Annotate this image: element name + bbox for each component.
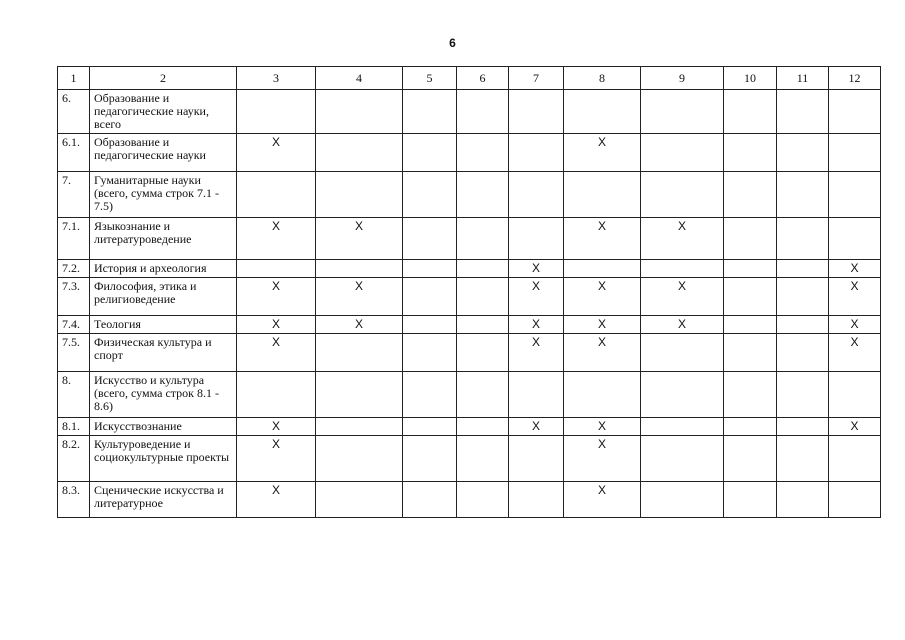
row-code: 7. [58,172,90,218]
mark-cell-col-4 [316,134,403,172]
mark-cell-col-11 [777,90,829,134]
row-name: Искусство и культура (всего, сумма строк 8.1 - 8.6) [90,372,237,418]
mark-cell-col-10 [724,260,777,278]
mark-cell-col-12 [829,482,881,518]
table-row [58,134,881,172]
mark-cell-col-10 [724,316,777,334]
mark-cell-col-7 [509,436,564,482]
column-header-1: 1 [58,67,90,90]
mark-cell-col-5 [403,218,457,260]
table-row [58,90,881,134]
column-header-10: 10 [724,67,777,90]
mark-cell-col-8 [564,372,641,418]
mark-cell-col-10 [724,372,777,418]
row-name: Образование и педагогические науки, всего [90,90,237,134]
column-header-3: 3 [237,67,316,90]
table-row [58,172,881,218]
row-code: 6. [58,90,90,134]
mark-cell-col-9 [641,260,724,278]
mark-cell-col-11 [777,172,829,218]
mark-cell-col-10 [724,482,777,518]
mark-cell-col-5 [403,436,457,482]
mark-cell-col-7 [509,134,564,172]
table-row [58,372,881,418]
mark-cell-col-6 [457,316,509,334]
mark-cell-col-9: X [641,218,724,260]
mark-cell-col-9 [641,436,724,482]
row-name: Образование и педагогические науки [90,134,237,172]
mark-cell-col-6 [457,436,509,482]
mark-cell-col-4 [316,372,403,418]
mark-cell-col-4 [316,334,403,372]
mark-cell-col-8: X [564,316,641,334]
mark-cell-col-4: X [316,278,403,316]
mark-cell-col-7: X [509,260,564,278]
mark-cell-col-9 [641,334,724,372]
mark-cell-col-10 [724,436,777,482]
row-name: Искусствознание [90,418,237,436]
mark-cell-col-3 [237,372,316,418]
row-code: 7.1. [58,218,90,260]
classification-table [57,66,881,518]
column-header-7: 7 [509,67,564,90]
row-name: Философия, этика и религиоведение [90,278,237,316]
mark-cell-col-7 [509,372,564,418]
page-number: 6 [449,36,456,50]
mark-cell-col-12: X [829,278,881,316]
mark-cell-col-5 [403,260,457,278]
mark-cell-col-10 [724,334,777,372]
row-name: Сценические искусства и литературное [90,482,237,518]
mark-cell-col-3: X [237,482,316,518]
mark-cell-col-10 [724,90,777,134]
mark-cell-col-9 [641,172,724,218]
mark-cell-col-12: X [829,260,881,278]
mark-cell-col-12 [829,372,881,418]
mark-cell-col-5 [403,334,457,372]
mark-cell-col-12 [829,90,881,134]
mark-cell-col-3: X [237,316,316,334]
row-code: 8.1. [58,418,90,436]
mark-cell-col-9 [641,372,724,418]
mark-cell-col-12 [829,172,881,218]
mark-cell-col-3: X [237,334,316,372]
mark-cell-col-6 [457,482,509,518]
row-code: 8. [58,372,90,418]
mark-cell-col-4 [316,418,403,436]
mark-cell-col-11 [777,260,829,278]
mark-cell-col-6 [457,172,509,218]
row-code: 7.5. [58,334,90,372]
mark-cell-col-6 [457,90,509,134]
header-row [58,67,881,90]
mark-cell-col-11 [777,372,829,418]
mark-cell-col-3: X [237,278,316,316]
mark-cell-col-3: X [237,436,316,482]
mark-cell-col-3: X [237,134,316,172]
mark-cell-col-12 [829,436,881,482]
mark-cell-col-11 [777,316,829,334]
mark-cell-col-12 [829,218,881,260]
row-code: 7.4. [58,316,90,334]
mark-cell-col-9 [641,482,724,518]
column-header-11: 11 [777,67,829,90]
mark-cell-col-8: X [564,218,641,260]
mark-cell-col-11 [777,218,829,260]
row-code: 8.3. [58,482,90,518]
mark-cell-col-11 [777,134,829,172]
row-name: Физическая культура и спорт [90,334,237,372]
row-code: 7.3. [58,278,90,316]
mark-cell-col-5 [403,372,457,418]
mark-cell-col-11 [777,278,829,316]
mark-cell-col-9 [641,90,724,134]
row-name: Гуманитарные науки (всего, сумма строк 7.1 - 7.5) [90,172,237,218]
mark-cell-col-12: X [829,418,881,436]
mark-cell-col-12: X [829,334,881,372]
row-name: Культуроведение и социокультурные проекты [90,436,237,482]
mark-cell-col-11 [777,436,829,482]
column-header-8: 8 [564,67,641,90]
row-name: Языкознание и литературоведение [90,218,237,260]
mark-cell-col-5 [403,134,457,172]
column-header-5: 5 [403,67,457,90]
column-header-2: 2 [90,67,237,90]
mark-cell-col-4 [316,172,403,218]
mark-cell-col-7 [509,482,564,518]
mark-cell-col-3 [237,90,316,134]
mark-cell-col-7: X [509,418,564,436]
mark-cell-col-9: X [641,316,724,334]
column-header-4: 4 [316,67,403,90]
mark-cell-col-6 [457,218,509,260]
mark-cell-col-7: X [509,316,564,334]
mark-cell-col-4 [316,436,403,482]
mark-cell-col-8: X [564,418,641,436]
mark-cell-col-7 [509,172,564,218]
mark-cell-col-3: X [237,218,316,260]
table-row [58,418,881,436]
mark-cell-col-6 [457,372,509,418]
mark-cell-col-10 [724,278,777,316]
mark-cell-col-11 [777,482,829,518]
mark-cell-col-8: X [564,334,641,372]
mark-cell-col-6 [457,260,509,278]
mark-cell-col-9 [641,134,724,172]
column-header-12: 12 [829,67,881,90]
mark-cell-col-4 [316,90,403,134]
row-code: 8.2. [58,436,90,482]
table-row [58,278,881,316]
row-name: История и археология [90,260,237,278]
mark-cell-col-4: X [316,218,403,260]
mark-cell-col-6 [457,418,509,436]
mark-cell-col-5 [403,482,457,518]
table-row [58,218,881,260]
mark-cell-col-10 [724,134,777,172]
column-header-6: 6 [457,67,509,90]
mark-cell-col-6 [457,134,509,172]
mark-cell-col-6 [457,278,509,316]
mark-cell-col-10 [724,418,777,436]
mark-cell-col-4: X [316,316,403,334]
mark-cell-col-5 [403,90,457,134]
mark-cell-col-5 [403,278,457,316]
row-name: Теология [90,316,237,334]
mark-cell-col-11 [777,334,829,372]
table-row [58,334,881,372]
mark-cell-col-5 [403,172,457,218]
mark-cell-col-8: X [564,278,641,316]
mark-cell-col-7: X [509,334,564,372]
mark-cell-col-8: X [564,482,641,518]
table-row [58,260,881,278]
mark-cell-col-7: X [509,278,564,316]
mark-cell-col-12 [829,134,881,172]
mark-cell-col-10 [724,218,777,260]
mark-cell-col-4 [316,260,403,278]
table-row [58,482,881,518]
table-row [58,436,881,482]
mark-cell-col-4 [316,482,403,518]
mark-cell-col-9 [641,418,724,436]
mark-cell-col-9: X [641,278,724,316]
mark-cell-col-12: X [829,316,881,334]
mark-cell-col-8 [564,172,641,218]
row-code: 7.2. [58,260,90,278]
mark-cell-col-5 [403,418,457,436]
column-header-9: 9 [641,67,724,90]
mark-cell-col-3 [237,260,316,278]
mark-cell-col-8 [564,260,641,278]
mark-cell-col-11 [777,418,829,436]
mark-cell-col-7 [509,90,564,134]
mark-cell-col-8: X [564,436,641,482]
row-code: 6.1. [58,134,90,172]
table-body [58,90,881,518]
mark-cell-col-8 [564,90,641,134]
mark-cell-col-3: X [237,418,316,436]
mark-cell-col-10 [724,172,777,218]
mark-cell-col-3 [237,172,316,218]
mark-cell-col-7 [509,218,564,260]
table-row [58,316,881,334]
mark-cell-col-5 [403,316,457,334]
mark-cell-col-6 [457,334,509,372]
mark-cell-col-8: X [564,134,641,172]
